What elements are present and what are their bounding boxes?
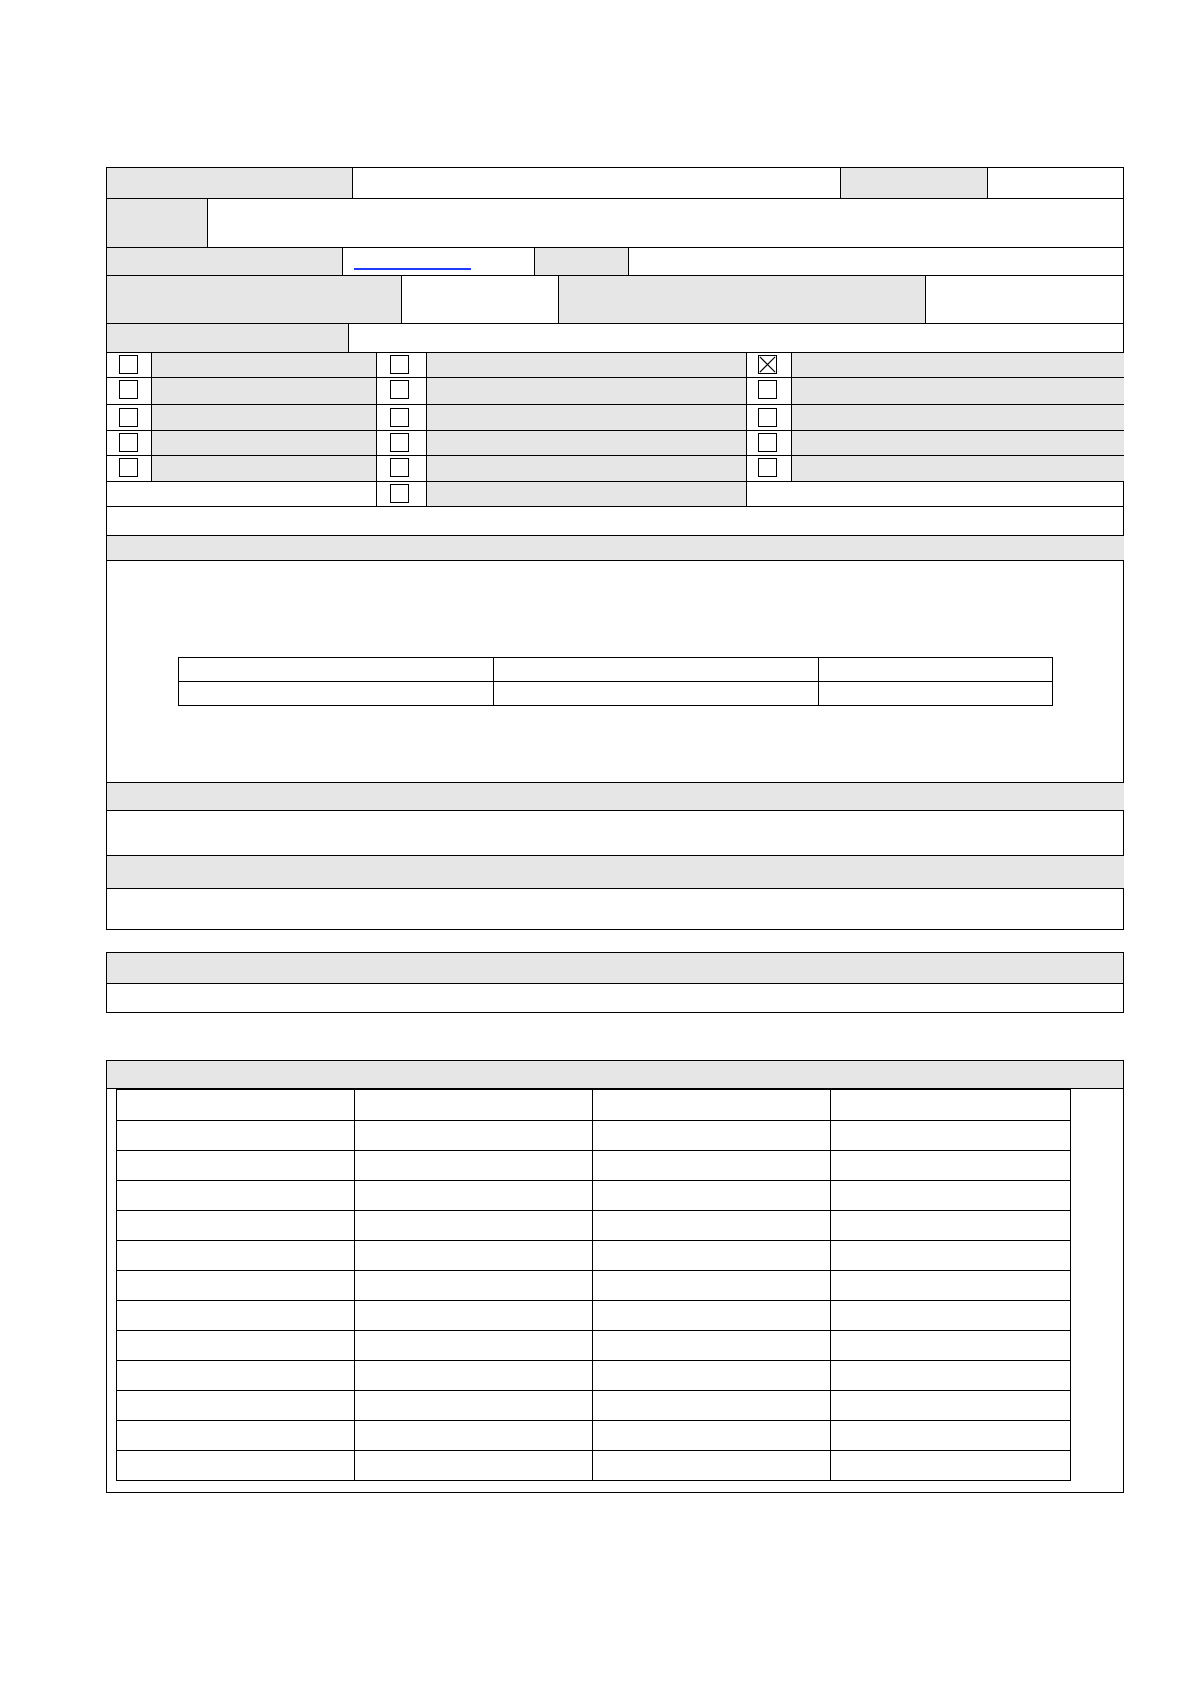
- bottom-box-header: [107, 1061, 1123, 1089]
- checkbox-cell: [747, 378, 792, 405]
- table-cell: [117, 1151, 355, 1181]
- value-field-r4a[interactable]: [402, 276, 559, 324]
- checkbox-r6c2[interactable]: [390, 484, 409, 503]
- table-cell: [831, 1421, 1071, 1451]
- checkmark-x-icon: [759, 356, 776, 373]
- label-cell-r2: [107, 199, 208, 248]
- checkbox-label: [427, 405, 747, 431]
- section-header-2: [107, 783, 1124, 811]
- table-cell: [593, 1391, 831, 1421]
- table-cell: [831, 1241, 1071, 1271]
- table-cell: [593, 1451, 831, 1481]
- label-cell-r4a: [107, 276, 402, 324]
- table-cell: [355, 1331, 593, 1361]
- checkbox-cell: [747, 431, 792, 456]
- checkbox-r1c2[interactable]: [390, 355, 409, 374]
- checkbox-label: [152, 405, 377, 431]
- checkbox-cell: [747, 456, 792, 482]
- table-cell: [355, 1181, 593, 1211]
- section-header-3: [107, 856, 1124, 889]
- checkbox-cell: [107, 405, 152, 431]
- table-row: [117, 1391, 1071, 1421]
- label-cell-r4b: [559, 276, 926, 324]
- table-cell: [355, 1421, 593, 1451]
- table-cell: [593, 1181, 831, 1211]
- table-cell: [831, 1211, 1071, 1241]
- table-row: [117, 1241, 1071, 1271]
- checkbox-label: [792, 456, 1124, 482]
- checkbox-cell: [747, 353, 792, 378]
- table-cell: [117, 1241, 355, 1271]
- table-cell: [831, 1301, 1071, 1331]
- checkbox-r1c3[interactable]: [758, 355, 777, 374]
- checkbox-label: [152, 378, 377, 405]
- table-cell: [117, 1361, 355, 1391]
- checkbox-r3c2[interactable]: [390, 408, 409, 427]
- table-cell: [831, 1331, 1071, 1361]
- label-cell-r1a: [107, 168, 353, 199]
- blank-cell: [747, 482, 1124, 507]
- table-cell: [117, 1301, 355, 1331]
- blank-cell: [107, 482, 377, 507]
- table-cell: [593, 1151, 831, 1181]
- checkbox-label: [792, 431, 1124, 456]
- table-row: [117, 1301, 1071, 1331]
- checkbox-label: [427, 482, 747, 507]
- table-row: [117, 1271, 1071, 1301]
- checkbox-label: [427, 456, 747, 482]
- table-cell: [179, 658, 494, 682]
- checkbox-cell: [377, 482, 427, 507]
- table-cell: [593, 1090, 831, 1121]
- table-cell: [831, 1361, 1071, 1391]
- bottom-table: [116, 1089, 1071, 1481]
- table-row: [117, 1211, 1071, 1241]
- label-cell-r3a: [107, 248, 343, 276]
- checkbox-cell: [107, 431, 152, 456]
- checkbox-r5c2[interactable]: [390, 458, 409, 477]
- checkbox-label: [792, 353, 1124, 378]
- table-cell: [117, 1331, 355, 1361]
- section-body-3: [107, 889, 1124, 929]
- table-cell: [117, 1451, 355, 1481]
- checkbox-r2c1[interactable]: [119, 380, 138, 399]
- table-cell: [831, 1151, 1071, 1181]
- hyperlink-underline[interactable]: [354, 268, 471, 270]
- checkbox-r4c1[interactable]: [119, 433, 138, 452]
- checkbox-cell: [107, 378, 152, 405]
- checkbox-r2c3[interactable]: [758, 380, 777, 399]
- section-header-1: [107, 536, 1124, 561]
- label-cell-r3b: [535, 248, 629, 276]
- table-cell: [593, 1211, 831, 1241]
- table-cell: [117, 1211, 355, 1241]
- table-row: [117, 1361, 1071, 1391]
- section-body-1: [107, 561, 1124, 783]
- table-row: [117, 1151, 1071, 1181]
- label-cell-r1b: [841, 168, 988, 199]
- checkbox-label: [427, 353, 747, 378]
- table-cell: [494, 682, 819, 706]
- section-body-2: [107, 811, 1124, 856]
- table-cell: [593, 1361, 831, 1391]
- value-field-r1a[interactable]: [353, 168, 841, 199]
- table-cell: [831, 1271, 1071, 1301]
- checkbox-label: [152, 456, 377, 482]
- checkbox-label: [152, 353, 377, 378]
- table-cell: [117, 1090, 355, 1121]
- checkbox-cell: [377, 456, 427, 482]
- checkbox-cell: [377, 378, 427, 405]
- inner-table: [178, 657, 1053, 706]
- value-field-r4b[interactable]: [926, 276, 1124, 324]
- table-cell: [593, 1121, 831, 1151]
- table-row: [117, 1451, 1071, 1481]
- table-cell: [593, 1331, 831, 1361]
- table-cell: [355, 1391, 593, 1421]
- table-cell: [831, 1090, 1071, 1121]
- table-row: [179, 658, 1053, 682]
- checkbox-cell: [107, 456, 152, 482]
- table-cell: [494, 658, 819, 682]
- table-cell: [355, 1301, 593, 1331]
- value-field-r1b[interactable]: [988, 168, 1124, 199]
- table-cell: [831, 1121, 1071, 1151]
- table-row: [117, 1421, 1071, 1451]
- checkbox-cell: [377, 353, 427, 378]
- checkbox-r3c3[interactable]: [758, 408, 777, 427]
- checkbox-cell: [377, 431, 427, 456]
- main-form: [106, 167, 1124, 930]
- secondary-box-body: [107, 984, 1123, 1012]
- table-cell: [819, 682, 1053, 706]
- table-row: [117, 1090, 1071, 1121]
- checkbox-r4c2[interactable]: [390, 433, 409, 452]
- table-cell: [593, 1421, 831, 1451]
- table-cell: [355, 1241, 593, 1271]
- value-field-r3b[interactable]: [629, 248, 1124, 276]
- table-cell: [831, 1391, 1071, 1421]
- bottom-box: [106, 1060, 1124, 1493]
- checkbox-cell: [747, 405, 792, 431]
- table-row: [117, 1331, 1071, 1361]
- link-field-r3a[interactable]: [343, 248, 535, 276]
- checkbox-r5c1[interactable]: [119, 458, 138, 477]
- checkbox-label: [152, 431, 377, 456]
- checkbox-r2c2[interactable]: [390, 380, 409, 399]
- table-cell: [593, 1241, 831, 1271]
- checkbox-cell: [107, 353, 152, 378]
- table-cell: [117, 1391, 355, 1421]
- table-row: [117, 1121, 1071, 1151]
- table-cell: [355, 1211, 593, 1241]
- value-field-r2[interactable]: [208, 199, 1124, 248]
- checkbox-r4c3[interactable]: [758, 433, 777, 452]
- table-row: [179, 682, 1053, 706]
- checkbox-cell: [377, 405, 427, 431]
- table-cell: [355, 1451, 593, 1481]
- table-cell: [355, 1151, 593, 1181]
- checkbox-label: [427, 431, 747, 456]
- table-cell: [117, 1421, 355, 1451]
- table-cell: [355, 1271, 593, 1301]
- table-cell: [355, 1121, 593, 1151]
- checkbox-label: [792, 378, 1124, 405]
- table-cell: [593, 1301, 831, 1331]
- label-cell-r5: [107, 324, 349, 353]
- table-cell: [593, 1271, 831, 1301]
- table-cell: [819, 658, 1053, 682]
- table-row: [117, 1181, 1071, 1211]
- table-cell: [355, 1361, 593, 1391]
- secondary-box-header: [107, 953, 1123, 984]
- table-cell: [117, 1181, 355, 1211]
- value-field-r5[interactable]: [349, 324, 1124, 353]
- table-cell: [117, 1121, 355, 1151]
- table-cell: [179, 682, 494, 706]
- table-cell: [355, 1090, 593, 1121]
- checkbox-r3c1[interactable]: [119, 408, 138, 427]
- checkbox-r1c1[interactable]: [119, 355, 138, 374]
- checkbox-label: [792, 405, 1124, 431]
- checkbox-r5c3[interactable]: [758, 458, 777, 477]
- table-cell: [831, 1451, 1071, 1481]
- checkbox-label: [427, 378, 747, 405]
- full-row-blank: [107, 507, 1124, 536]
- secondary-box: [106, 952, 1124, 1013]
- table-cell: [831, 1181, 1071, 1211]
- table-cell: [117, 1271, 355, 1301]
